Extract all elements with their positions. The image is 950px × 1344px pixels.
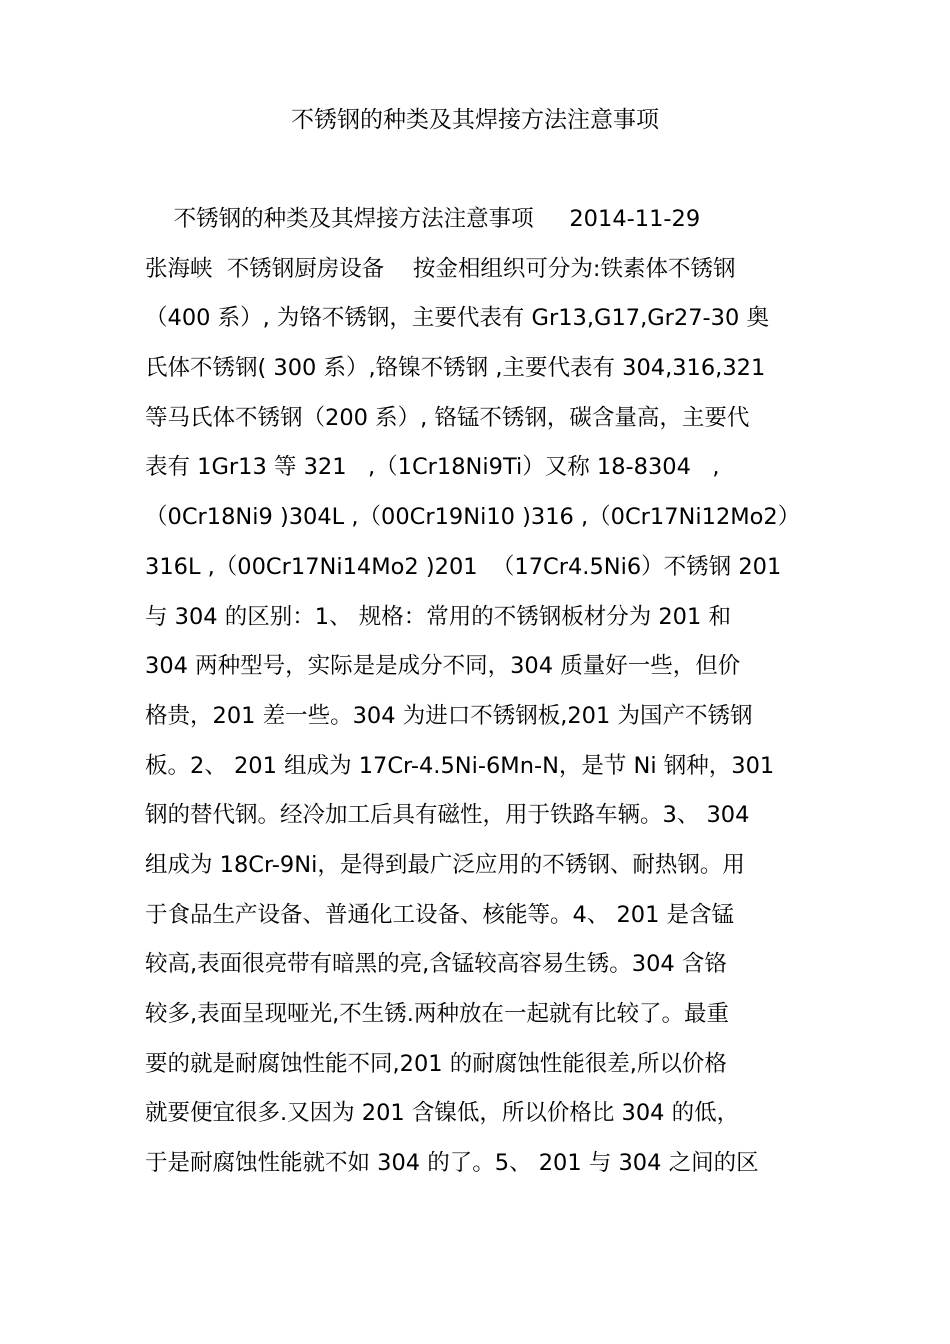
body-line: 格贵，201 差一些。304 为进口不锈钢板,201 为国产不锈钢	[145, 702, 753, 729]
body-line: 表有 1Gr13 等 321 ,（1Cr18Ni9Ti）又称 18-8304 ,	[145, 454, 720, 481]
body-line: 张海峡 不锈钢厨房设备 按金相组织可分为:铁素体不锈钢	[145, 255, 736, 282]
body-line: 要的就是耐腐蚀性能不同,201 的耐腐蚀性能很差,所以价格	[145, 1050, 727, 1077]
body-line: 不锈钢的种类及其焊接方法注意事项 2014-11-29	[145, 206, 701, 232]
body-line: 较多,表面呈现哑光,不生锈.两种放在一起就有比较了。最重	[145, 1001, 729, 1027]
body-line: 于是耐腐蚀性能就不如 304 的了。5、 201 与 304 之间的区	[145, 1150, 759, 1177]
body-line: 较高,表面很亮带有暗黑的亮,含锰较高容易生锈。304 含铬	[145, 951, 727, 978]
body-line: 316L ,（00Cr17Ni14Mo2 )201 （17Cr4.5Ni6）不锈钢 201	[145, 553, 782, 580]
body-line: 氏体不锈钢( 300 系）,铬镍不锈钢 ,主要代表有 304,316,321	[145, 355, 766, 382]
document-body	[145, 200, 825, 1194]
body-line: 等马氏体不锈钢（200 系）, 铬锰不锈钢，碳含量高，主要代	[145, 404, 750, 431]
body-line: 304 两种型号，实际是是成分不同，304 质量好一些，但价	[145, 653, 741, 680]
document-title: 不锈钢的种类及其焊接方法注意事项	[291, 107, 659, 133]
body-line: 组成为 18Cr-9Ni，是得到最广泛应用的不锈钢、耐热钢。用	[145, 851, 745, 878]
body-line: 板。2、 201 组成为 17Cr-4.5Ni-6Mn-N，是节 Ni 钢种，301	[145, 752, 775, 779]
body-line: 于食品生产设备、普通化工设备、核能等。4、 201 是含锰	[145, 901, 735, 928]
body-line: 就要便宜很多.又因为 201 含镍低，所以价格比 304 的低，	[145, 1100, 740, 1127]
body-line: （0Cr18Ni9 )304L ,（00Cr19Ni10 )316 ,（0Cr17Ni12Mo2）	[145, 504, 801, 531]
body-line: 与 304 的区别：1、 规格：常用的不锈钢板材分为 201 和	[145, 603, 731, 630]
body-line: 钢的替代钢。经冷加工后具有磁性，用于铁路车辆。3、 304	[145, 802, 750, 829]
body-line: （400 系）, 为铬不锈钢，主要代表有 Gr13,G17,Gr27-30 奥	[145, 305, 769, 332]
